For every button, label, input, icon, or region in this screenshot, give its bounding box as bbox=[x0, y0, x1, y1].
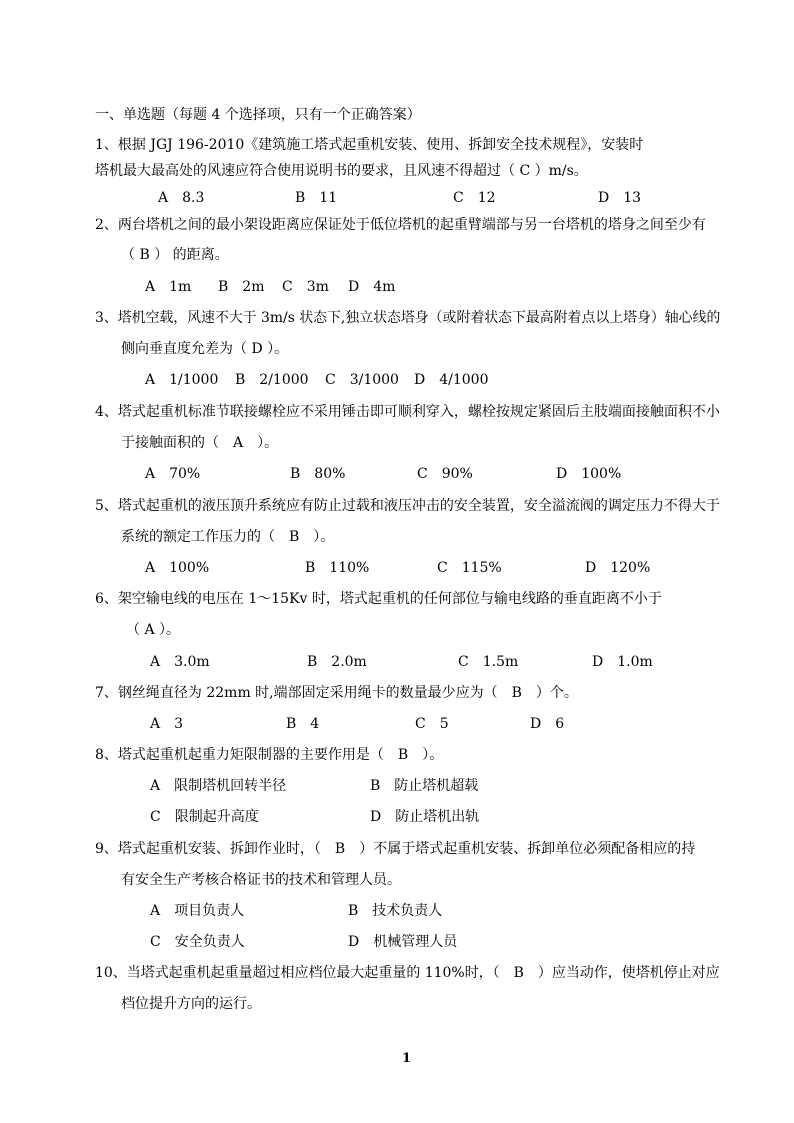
question-3-line-2: 侧向垂直度允差为（ D ）。 bbox=[121, 341, 289, 357]
question-9-option-d: D 机械管理人员 bbox=[348, 934, 458, 950]
question-1-option-a: A 8.3 bbox=[158, 190, 205, 206]
question-2-option-d: D 4m bbox=[348, 279, 396, 295]
question-8-option-a: A 限制塔机回转半径 bbox=[150, 778, 287, 794]
question-4-line-2: 于接触面积的（ A ）。 bbox=[121, 435, 279, 451]
question-3-option-c: C 3/1000 bbox=[325, 372, 399, 388]
question-5-option-d: D 120% bbox=[585, 560, 651, 576]
question-4-option-b: B 80% bbox=[290, 466, 346, 482]
question-4-option-c: C 90% bbox=[417, 466, 473, 482]
question-4-line-1: 4、塔式起重机标准节联接螺栓应不采用锤击即可顺利穿入，螺栓按规定紧固后主肢端面接触面积不小 bbox=[95, 404, 720, 420]
question-4-option-a: A 70% bbox=[145, 466, 201, 482]
question-5-option-b: B 110% bbox=[305, 560, 370, 576]
question-5-option-a: A 100% bbox=[145, 560, 210, 576]
question-8-option-c: C 限制起升高度 bbox=[150, 809, 259, 825]
question-9-line-1: 9、塔式起重机安装、拆卸作业时，（ B ）不属于塔式起重机安装、拆卸单位必须配备相应的持 bbox=[95, 841, 696, 857]
page-number: 1 bbox=[402, 1051, 412, 1066]
question-2-line-2: （ B ） 的距离。 bbox=[121, 247, 229, 263]
question-8-option-d: D 防止塔机出轨 bbox=[370, 809, 480, 825]
question-2-option-c: C 3m bbox=[282, 279, 329, 295]
question-5-line-1: 5、塔式起重机的液压顶升系统应有防止过载和液压冲击的安全装置，安全溢流阀的调定压力不得大于 bbox=[95, 498, 720, 514]
question-9-option-a: A 项目负责人 bbox=[150, 903, 245, 919]
question-9-option-c: C 安全负责人 bbox=[150, 934, 245, 950]
question-3-line-1: 3、塔机空载，风速不大于 3m/s 状态下,独立状态塔身（或附着状态下最高附着点以上塔身）轴心线的 bbox=[95, 310, 721, 326]
question-6-option-d: D 1.0m bbox=[592, 654, 653, 670]
question-6-option-b: B 2.0m bbox=[307, 654, 367, 670]
question-7-option-a: A 3 bbox=[150, 716, 184, 732]
question-8-line-1: 8、塔式起重机起重力矩限制器的主要作用是（ B ）。 bbox=[95, 747, 444, 763]
question-7-option-b: B 4 bbox=[286, 716, 320, 732]
question-9-option-b: B 技术负责人 bbox=[348, 903, 443, 919]
question-5-line-2: 系统的额定工作压力的（ B ）。 bbox=[121, 529, 335, 545]
question-6-line-2: （ A ）。 bbox=[126, 622, 181, 638]
question-1-line-2: 塔机最大最高处的风速应符合使用说明书的要求，且风速不得超过（ C ）m/s。 bbox=[95, 163, 588, 179]
question-1-option-b: B 11 bbox=[295, 190, 338, 206]
section-title: 一、单选题（每题 4 个选择项，只有一个正确答案） bbox=[95, 107, 421, 123]
question-8-option-b: B 防止塔机超载 bbox=[370, 778, 479, 794]
question-2-option-b: B 2m bbox=[218, 279, 265, 295]
question-9-line-2: 有安全生产考核合格证书的技术和管理人员。 bbox=[121, 872, 401, 888]
question-3-option-b: B 2/1000 bbox=[235, 372, 309, 388]
question-2-line-1: 2、两台塔机之间的最小架设距离应保证处于低位塔机的起重臂端部与另一台塔机的塔身之间至少有 bbox=[95, 217, 706, 233]
question-5-option-c: C 115% bbox=[437, 560, 502, 576]
question-7-option-d: D 6 bbox=[530, 716, 565, 732]
question-4-option-d: D 100% bbox=[556, 466, 622, 482]
question-3-option-a: A 1/1000 bbox=[145, 372, 219, 388]
question-7-option-c: C 5 bbox=[415, 716, 449, 732]
question-1-line-1: 1、根据 JGJ 196-2010《建筑施工塔式起重机安装、使用、拆卸安全技术规程》，安装时 bbox=[95, 137, 644, 153]
question-6-option-a: A 3.0m bbox=[150, 654, 210, 670]
question-10-line-1: 10、当塔式起重机起重量超过相应档位最大起重量的 110%时，（ B ）应当动作，使塔机停止对应 bbox=[95, 965, 720, 981]
question-2-option-a: A 1m bbox=[145, 279, 192, 295]
question-1-option-d: D 13 bbox=[598, 190, 642, 206]
question-6-line-1: 6、架空输电线的电压在 1～15Kv 时，塔式起重机的任何部位与输电线路的垂直距离不小于 bbox=[95, 591, 662, 607]
question-6-option-c: C 1.5m bbox=[458, 654, 519, 670]
question-10-line-2: 档位提升方向的运行。 bbox=[121, 996, 261, 1012]
question-7-line-1: 7、钢丝绳直径为 22mm 时,端部固定采用绳卡的数量最少应为（ B ）个。 bbox=[95, 685, 578, 701]
question-3-option-d: D 4/1000 bbox=[414, 372, 489, 388]
question-1-option-c: C 12 bbox=[453, 190, 496, 206]
